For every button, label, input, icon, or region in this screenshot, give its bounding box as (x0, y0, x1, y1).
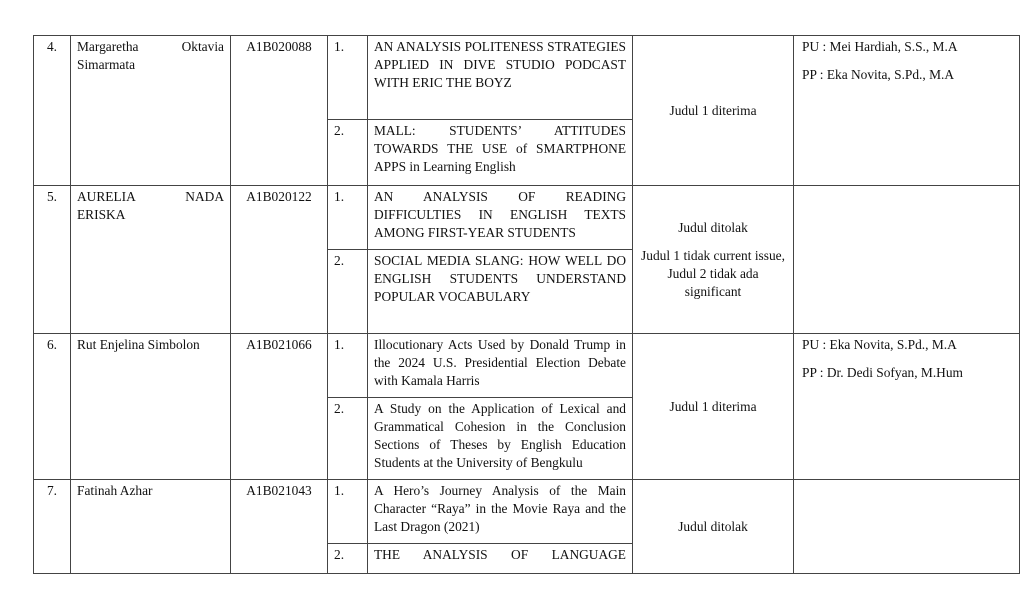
proposed-title: AN ANALYSIS OF READING DIFFICULTIES IN ENGLISH TEXTS AMONG FIRST-YEAR STUDENTS (368, 186, 633, 250)
advisor-cell (794, 36, 1020, 186)
student-name-cell (71, 186, 231, 334)
title-number: 1. (328, 480, 368, 544)
student-name-line2: Simarmata (77, 57, 136, 72)
student-name-line1: Margaretha Oktavia (77, 39, 224, 54)
student-name: Rut Enjelina Simbolon (71, 334, 231, 480)
decision-status: Judul 1 diterima (633, 334, 794, 480)
proposed-title: SOCIAL MEDIA SLANG: HOW WELL DO ENGLISH STUDENTS UNDERSTAND POPULAR VOCABULARY (368, 250, 633, 334)
student-name-line2: ERISKA (77, 207, 126, 222)
title-number: 2. (328, 120, 368, 186)
row-number: 6. (34, 334, 71, 480)
thesis-title-table (33, 35, 1020, 574)
title-number: 1. (328, 36, 368, 120)
student-id: A1B021066 (231, 334, 328, 480)
secondary-advisor: PP : Eka Novita, S.Pd., M.A (802, 67, 955, 82)
student-name-cell (71, 36, 231, 186)
row-number: 7. (34, 480, 71, 574)
proposed-title: MALL: STUDENTS’ ATTITUDES TOWARDS THE USE of SMARTPHONE APPS in Learning English (368, 120, 633, 186)
table-row (34, 334, 1020, 398)
student-name-line1: AURELIA NADA (77, 189, 224, 204)
decision-status: Judul ditolak (678, 219, 748, 235)
proposed-title: A Hero’s Journey Analysis of the Main Character “Raya” in the Movie Raya and the Last Dragon (2021) (368, 480, 633, 544)
proposed-title: AN ANALYSIS POLITENESS STRATEGIES APPLIED IN DIVE STUDIO PODCAST WITH ERIC THE BOYZ (368, 36, 633, 120)
advisor-cell (794, 186, 1020, 334)
decision-note: Judul 1 tidak current issue, Judul 2 tidak ada significant (641, 247, 785, 299)
title-number: 1. (328, 334, 368, 398)
row-number: 5. (34, 186, 71, 334)
table-row (34, 186, 1020, 250)
student-id: A1B020122 (231, 186, 328, 334)
student-id: A1B021043 (231, 480, 328, 574)
table-row (34, 36, 1020, 120)
title-number: 2. (328, 398, 368, 480)
proposed-title: Illocutionary Acts Used by Donald Trump in the 2024 U.S. Presidential Election Debate with Kamala Harris (368, 334, 633, 398)
decision-status: Judul ditolak (633, 480, 794, 574)
decision-status-cell (633, 186, 794, 334)
title-number: 1. (328, 186, 368, 250)
row-number: 4. (34, 36, 71, 186)
proposed-title: THE ANALYSIS OF LANGUAGE (368, 544, 633, 574)
advisor-cell (794, 480, 1020, 574)
student-name: Fatinah Azhar (71, 480, 231, 574)
table-row (34, 480, 1020, 544)
advisor-cell (794, 334, 1020, 480)
decision-status: Judul 1 diterima (633, 36, 794, 186)
student-id: A1B020088 (231, 36, 328, 186)
title-number: 2. (328, 544, 368, 574)
secondary-advisor: PP : Dr. Dedi Sofyan, M.Hum (802, 365, 963, 380)
primary-advisor: PU : Eka Novita, S.Pd., M.A (802, 337, 957, 352)
primary-advisor: PU : Mei Hardiah, S.S., M.A (802, 39, 958, 54)
title-number: 2. (328, 250, 368, 334)
proposed-title: A Study on the Application of Lexical and Grammatical Cohesion in the Conclusion Sections of Theses by English Education Students at the University of Bengkulu (368, 398, 633, 480)
